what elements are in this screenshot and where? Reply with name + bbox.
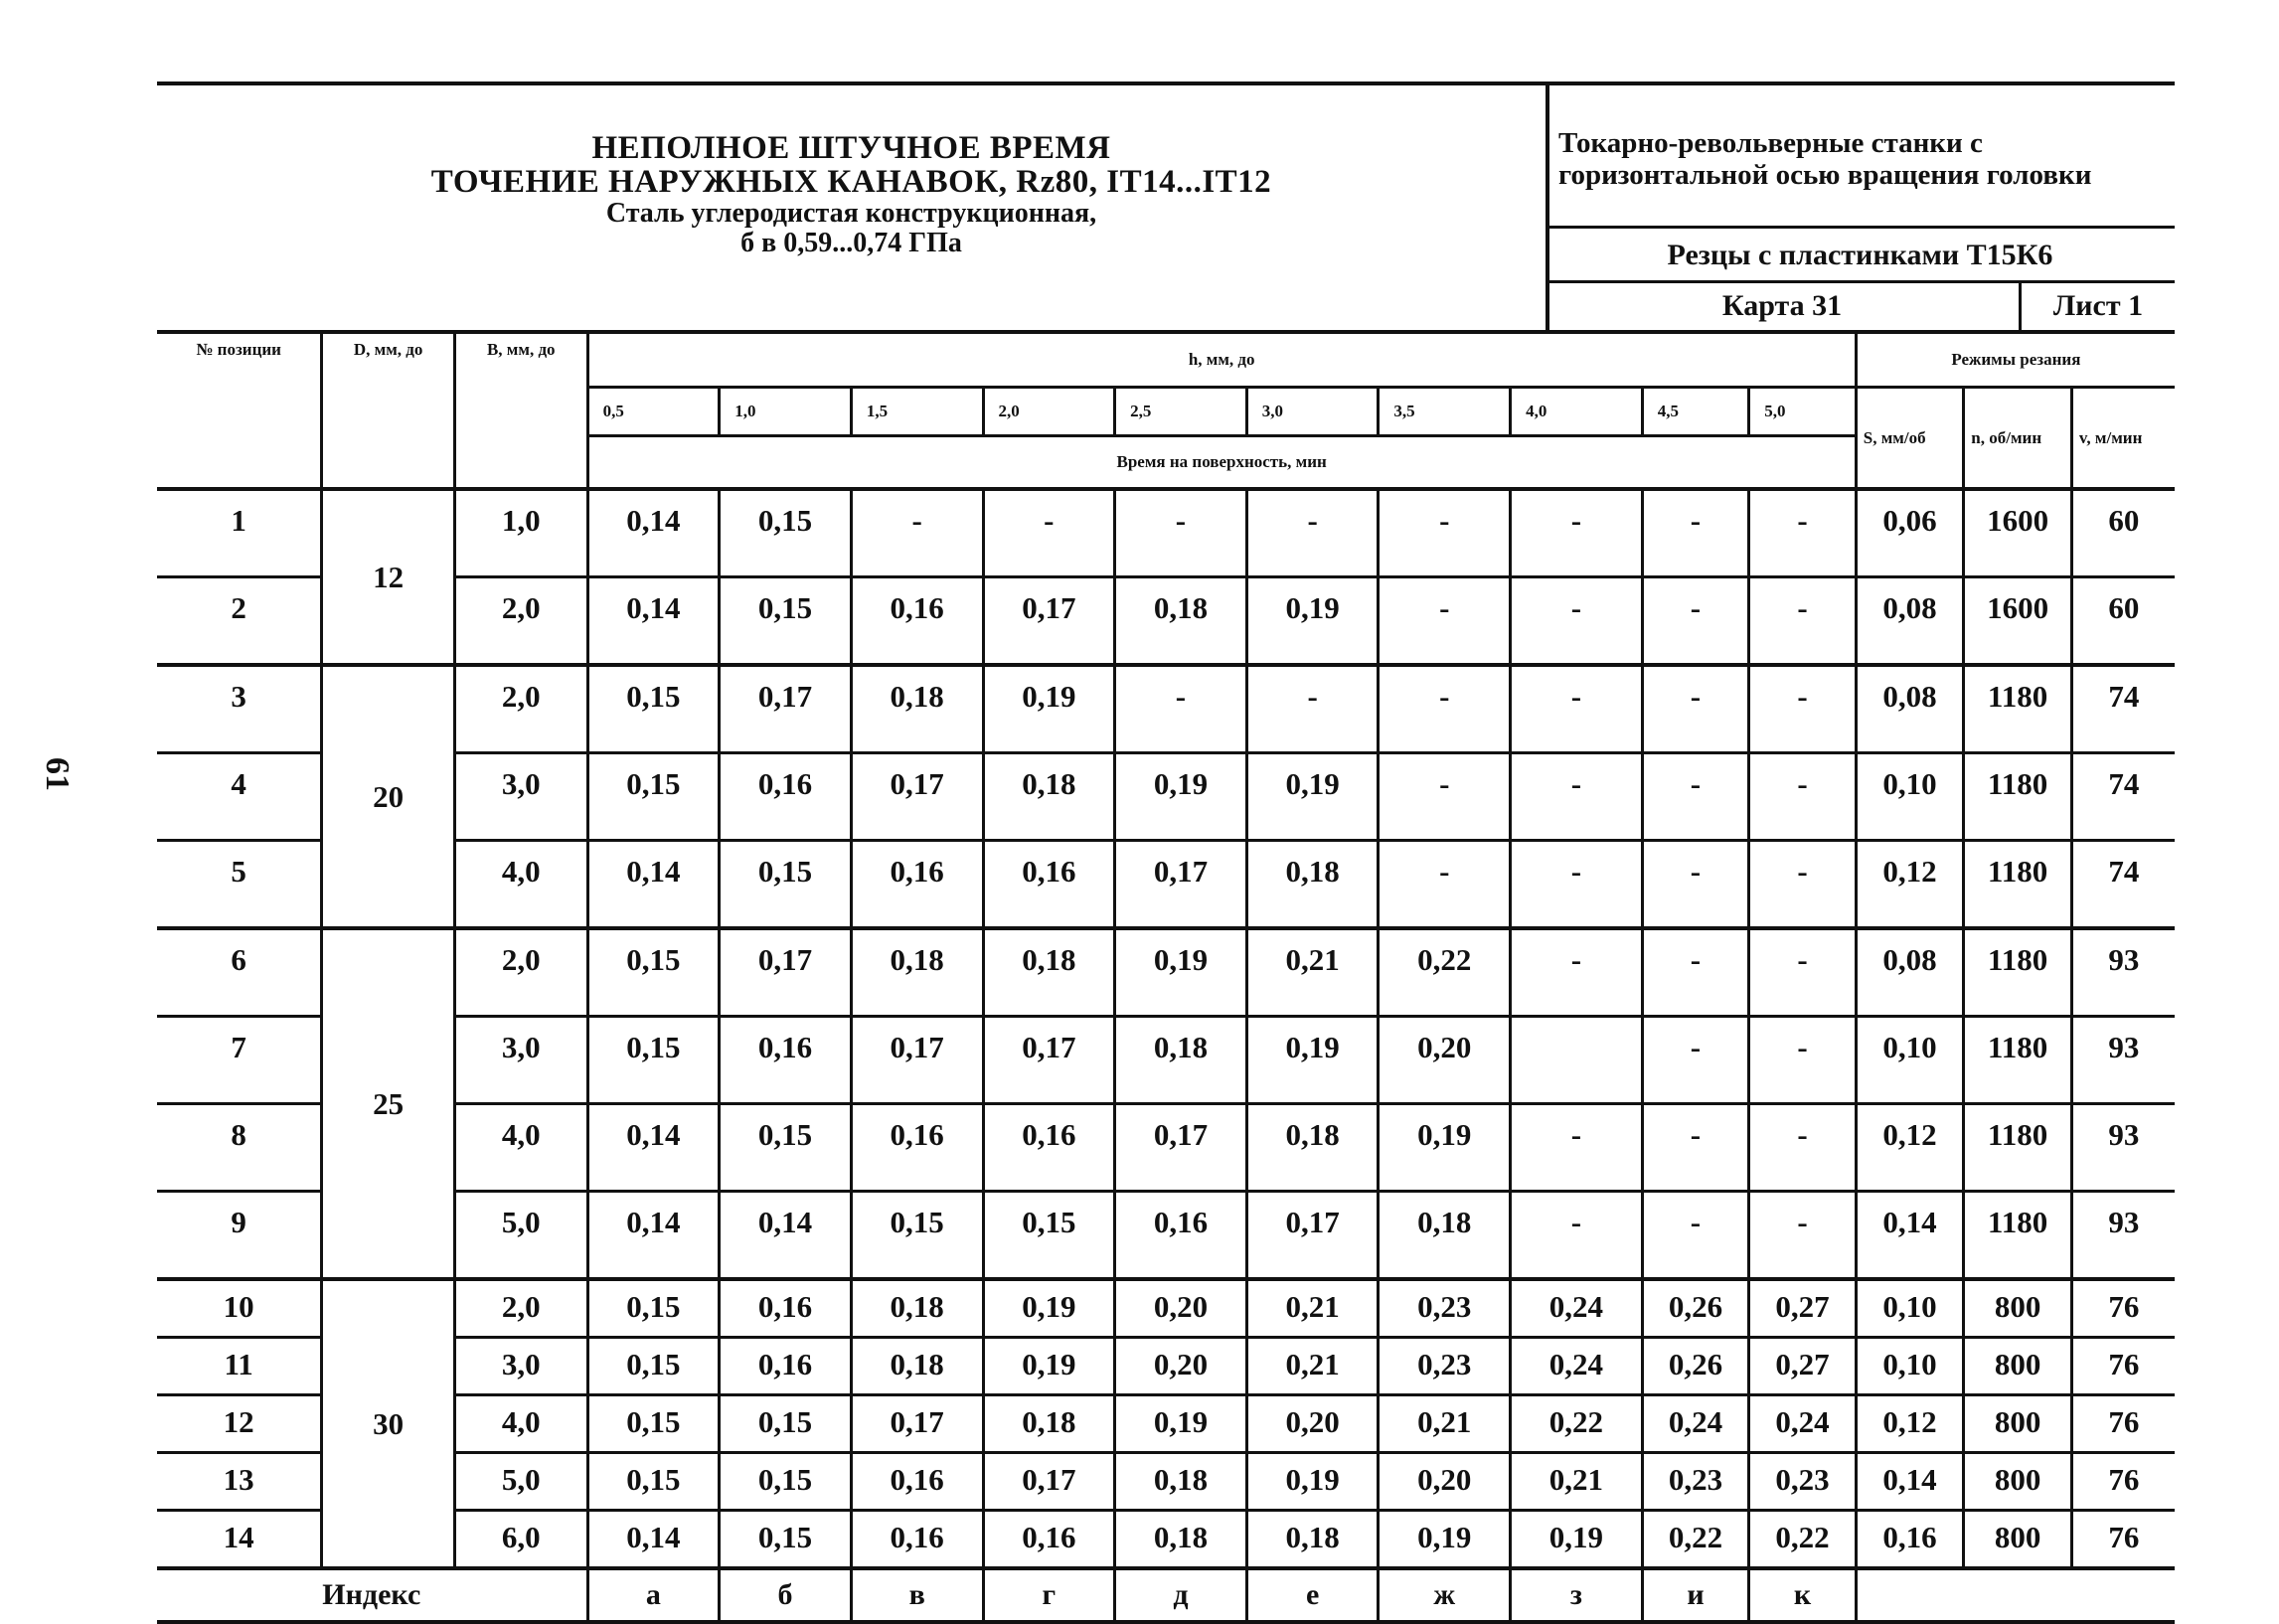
time-cell: 0,14 xyxy=(720,1192,852,1280)
table-row xyxy=(157,753,2175,841)
time-cell: - xyxy=(1749,665,1857,753)
mode-v-cell: 76 xyxy=(2071,1338,2175,1395)
position-cell: 10 xyxy=(157,1279,322,1338)
h-value-header: 2,5 xyxy=(1115,388,1247,436)
table-row xyxy=(157,928,2175,1017)
time-cell: 0,15 xyxy=(720,1104,852,1192)
index-letter: г xyxy=(983,1568,1115,1622)
time-cell: 0,21 xyxy=(1246,928,1379,1017)
time-cell: 0,18 xyxy=(851,928,983,1017)
mode-v-cell: 74 xyxy=(2071,665,2175,753)
time-cell: 0,20 xyxy=(1379,1453,1511,1511)
mode-n-cell: 1180 xyxy=(1964,928,2072,1017)
time-cell: 0,18 xyxy=(1246,1104,1379,1192)
time-cell: 0,18 xyxy=(983,753,1115,841)
mode-s-cell: 0,12 xyxy=(1856,1104,1964,1192)
mode-s-cell: 0,06 xyxy=(1856,489,1964,577)
time-cell: 0,15 xyxy=(587,1279,720,1338)
cutter-type: Резцы с пластинками Т15К6 xyxy=(1667,239,2053,271)
mode-v-cell: 74 xyxy=(2071,841,2175,929)
time-cell: 0,18 xyxy=(1115,1453,1247,1511)
time-cell: 0,17 xyxy=(720,928,852,1017)
position-cell: 9 xyxy=(157,1192,322,1280)
index-letter: з xyxy=(1511,1568,1643,1622)
width-cell: 4,0 xyxy=(454,841,587,929)
position-cell: 14 xyxy=(157,1511,322,1569)
time-cell: 0,14 xyxy=(587,489,720,577)
time-cell: 0,22 xyxy=(1511,1395,1643,1453)
title-line-2: ТОЧЕНИЕ НАРУЖНЫХ КАНАВОК, Rz80, IT14...IT12 xyxy=(430,164,1272,200)
time-cell: 0,17 xyxy=(1115,841,1247,929)
mode-v-cell: 74 xyxy=(2071,753,2175,841)
time-cell: 0,15 xyxy=(720,489,852,577)
index-letter: б xyxy=(720,1568,852,1622)
mode-s-cell: 0,10 xyxy=(1856,1338,1964,1395)
width-cell: 3,0 xyxy=(454,1017,587,1104)
time-cell: 0,21 xyxy=(1246,1338,1379,1395)
page-number: 61 xyxy=(39,757,76,791)
mode-s-cell: 0,14 xyxy=(1856,1453,1964,1511)
table-row xyxy=(157,1104,2175,1192)
time-cell: - xyxy=(1246,489,1379,577)
time-cell: - xyxy=(1642,841,1749,929)
diameter-cell: 25 xyxy=(322,928,455,1279)
time-cell xyxy=(1511,1017,1643,1104)
mode-n-cell: 1180 xyxy=(1964,841,2072,929)
mode-n-cell: 1180 xyxy=(1964,753,2072,841)
time-cell: 0,18 xyxy=(1115,1511,1247,1569)
title-block xyxy=(157,131,1546,258)
title-line-1: НЕПОЛНОЕ ШТУЧНОЕ ВРЕМЯ xyxy=(591,130,1111,166)
time-cell: - xyxy=(1642,489,1749,577)
time-cell: 0,18 xyxy=(851,1338,983,1395)
time-cell: 0,16 xyxy=(720,1017,852,1104)
time-cell: - xyxy=(851,489,983,577)
time-cell: 0,23 xyxy=(1642,1453,1749,1511)
time-cell: 0,16 xyxy=(720,753,852,841)
diameter-cell: 30 xyxy=(322,1279,455,1568)
index-letter: к xyxy=(1749,1568,1857,1622)
time-cell: - xyxy=(1749,1192,1857,1280)
col-b-header: B, мм, до xyxy=(454,332,587,489)
time-cell: - xyxy=(1511,665,1643,753)
time-cell: 0,19 xyxy=(1115,1395,1247,1453)
diameter-cell: 12 xyxy=(322,489,455,665)
time-cell: 0,23 xyxy=(1379,1338,1511,1395)
time-cell: - xyxy=(1642,1017,1749,1104)
time-cell: 0,15 xyxy=(587,753,720,841)
time-cell: - xyxy=(983,489,1115,577)
time-cell: 0,20 xyxy=(1115,1338,1247,1395)
modes-header: Режимы резания xyxy=(1856,332,2175,388)
time-cell: 0,15 xyxy=(720,1453,852,1511)
h-value-header: 0,5 xyxy=(587,388,720,436)
mode-s-cell: 0,12 xyxy=(1856,1395,1964,1453)
time-cell: 0,15 xyxy=(983,1192,1115,1280)
time-cell: - xyxy=(1749,753,1857,841)
time-cell: 0,20 xyxy=(1115,1279,1247,1338)
time-cell: - xyxy=(1511,1104,1643,1192)
position-cell: 13 xyxy=(157,1453,322,1511)
time-cell: - xyxy=(1642,753,1749,841)
time-cell: - xyxy=(1749,1017,1857,1104)
time-cell: - xyxy=(1642,577,1749,666)
time-cell: 0,19 xyxy=(983,665,1115,753)
time-cell: 0,19 xyxy=(1246,577,1379,666)
width-cell: 4,0 xyxy=(454,1104,587,1192)
position-cell: 4 xyxy=(157,753,322,841)
position-cell: 1 xyxy=(157,489,322,577)
time-cell: - xyxy=(1511,1192,1643,1280)
table-row xyxy=(157,665,2175,753)
mode-n-cell: 1600 xyxy=(1964,489,2072,577)
time-cell: 0,16 xyxy=(851,1453,983,1511)
time-cell: 0,19 xyxy=(1379,1104,1511,1192)
mode-v-cell: 93 xyxy=(2071,1104,2175,1192)
time-cell: 0,16 xyxy=(851,1104,983,1192)
time-cell: - xyxy=(1511,841,1643,929)
mode-n-cell: 1600 xyxy=(1964,577,2072,666)
time-cell: 0,18 xyxy=(1115,577,1247,666)
time-cell: 0,18 xyxy=(983,1395,1115,1453)
time-cell: - xyxy=(1749,1104,1857,1192)
position-cell: 8 xyxy=(157,1104,322,1192)
position-cell: 12 xyxy=(157,1395,322,1453)
time-cell: 0,16 xyxy=(851,1511,983,1569)
time-cell: - xyxy=(1511,928,1643,1017)
time-cell: - xyxy=(1246,665,1379,753)
width-cell: 3,0 xyxy=(454,1338,587,1395)
table-row xyxy=(157,1453,2175,1511)
width-cell: 6,0 xyxy=(454,1511,587,1569)
mode-n-header: n, об/мин xyxy=(1964,388,2072,490)
time-cell: 0,18 xyxy=(1115,1017,1247,1104)
time-cell: 0,22 xyxy=(1379,928,1511,1017)
time-cell: 0,15 xyxy=(720,1395,852,1453)
mode-n-cell: 800 xyxy=(1964,1279,2072,1338)
time-cell: 0,19 xyxy=(1115,753,1247,841)
index-letter: и xyxy=(1642,1568,1749,1622)
h-value-header: 5,0 xyxy=(1749,388,1857,436)
time-cell: 0,15 xyxy=(587,928,720,1017)
time-cell: - xyxy=(1379,489,1511,577)
time-cell: 0,21 xyxy=(1379,1395,1511,1453)
time-cell: 0,23 xyxy=(1379,1279,1511,1338)
h-value-header: 4,0 xyxy=(1511,388,1643,436)
mode-s-cell: 0,08 xyxy=(1856,665,1964,753)
mode-n-cell: 800 xyxy=(1964,1453,2072,1511)
time-table xyxy=(157,330,2175,1624)
h-value-header: 1,0 xyxy=(720,388,852,436)
time-cell: 0,17 xyxy=(851,1017,983,1104)
time-cell: 0,15 xyxy=(587,1453,720,1511)
time-cell: 0,16 xyxy=(983,841,1115,929)
mode-s-cell: 0,14 xyxy=(1856,1192,1964,1280)
time-cell: 0,21 xyxy=(1246,1279,1379,1338)
width-cell: 2,0 xyxy=(454,1279,587,1338)
table-row xyxy=(157,1395,2175,1453)
width-cell: 5,0 xyxy=(454,1192,587,1280)
position-cell: 3 xyxy=(157,665,322,753)
sheet-number: Лист 1 xyxy=(2052,289,2144,322)
time-cell: 0,19 xyxy=(1511,1511,1643,1569)
time-cell: - xyxy=(1749,489,1857,577)
table-row xyxy=(157,1338,2175,1395)
time-cell: 0,14 xyxy=(587,577,720,666)
document-header xyxy=(157,81,2175,330)
time-cell: - xyxy=(1749,928,1857,1017)
time-cell: 0,18 xyxy=(1246,841,1379,929)
time-cell: 0,19 xyxy=(983,1338,1115,1395)
time-cell: 0,18 xyxy=(1246,1511,1379,1569)
time-cell: 0,14 xyxy=(587,1511,720,1569)
time-cell: 0,19 xyxy=(983,1279,1115,1338)
time-cell: 0,19 xyxy=(1115,928,1247,1017)
time-cell: - xyxy=(1379,577,1511,666)
time-cell: 0,16 xyxy=(720,1279,852,1338)
time-cell: 0,16 xyxy=(720,1338,852,1395)
mode-v-cell: 60 xyxy=(2071,489,2175,577)
time-cell: 0,27 xyxy=(1749,1338,1857,1395)
time-cell: 0,23 xyxy=(1749,1453,1857,1511)
width-cell: 5,0 xyxy=(454,1453,587,1511)
mode-n-cell: 1180 xyxy=(1964,1192,2072,1280)
time-cell: 0,24 xyxy=(1511,1338,1643,1395)
mode-v-cell: 93 xyxy=(2071,928,2175,1017)
table-row xyxy=(157,841,2175,929)
time-cell: 0,14 xyxy=(587,1192,720,1280)
index-letter: в xyxy=(851,1568,983,1622)
table-row xyxy=(157,577,2175,666)
time-cell: 0,22 xyxy=(1642,1511,1749,1569)
mode-v-cell: 93 xyxy=(2071,1017,2175,1104)
mode-v-cell: 76 xyxy=(2071,1279,2175,1338)
time-cell: 0,20 xyxy=(1379,1017,1511,1104)
mode-s-cell: 0,08 xyxy=(1856,928,1964,1017)
mode-v-cell: 93 xyxy=(2071,1192,2175,1280)
time-cell: - xyxy=(1115,489,1247,577)
col-h-header: h, мм, до xyxy=(587,332,1856,388)
time-cell: 0,18 xyxy=(851,665,983,753)
width-cell: 3,0 xyxy=(454,753,587,841)
table-row xyxy=(157,1279,2175,1338)
width-cell: 2,0 xyxy=(454,665,587,753)
time-cell: 0,15 xyxy=(720,841,852,929)
h-value-header: 3,5 xyxy=(1379,388,1511,436)
mode-n-cell: 1180 xyxy=(1964,665,2072,753)
time-cell: 0,19 xyxy=(1246,753,1379,841)
mode-v-cell: 60 xyxy=(2071,577,2175,666)
mode-n-cell: 1180 xyxy=(1964,1017,2072,1104)
mode-n-cell: 800 xyxy=(1964,1338,2072,1395)
time-cell: 0,16 xyxy=(983,1511,1115,1569)
time-cell: 0,19 xyxy=(1246,1453,1379,1511)
time-cell: - xyxy=(1511,489,1643,577)
mode-s-cell: 0,10 xyxy=(1856,753,1964,841)
table-row xyxy=(157,1192,2175,1280)
time-cell: 0,17 xyxy=(851,753,983,841)
mode-n-cell: 800 xyxy=(1964,1511,2072,1569)
time-cell: 0,15 xyxy=(587,1395,720,1453)
time-cell: 0,17 xyxy=(720,665,852,753)
time-cell: 0,15 xyxy=(587,665,720,753)
width-cell: 1,0 xyxy=(454,489,587,577)
mode-v-cell: 76 xyxy=(2071,1511,2175,1569)
time-cell: - xyxy=(1642,1192,1749,1280)
top-rule xyxy=(157,81,2175,85)
title-line-4: б в 0,59...0,74 ГПа xyxy=(740,228,962,258)
time-cell: - xyxy=(1749,577,1857,666)
time-cell: - xyxy=(1379,753,1511,841)
index-letter: ж xyxy=(1379,1568,1511,1622)
time-cell: 0,15 xyxy=(851,1192,983,1280)
position-cell: 5 xyxy=(157,841,322,929)
time-cell: 0,19 xyxy=(1246,1017,1379,1104)
time-cell: 0,15 xyxy=(587,1338,720,1395)
time-cell: 0,16 xyxy=(851,841,983,929)
time-cell: - xyxy=(1115,665,1247,753)
mode-s-cell: 0,10 xyxy=(1856,1279,1964,1338)
time-cell: 0,19 xyxy=(1379,1511,1511,1569)
col-d-header: D, мм, до xyxy=(322,332,455,489)
time-cell: 0,26 xyxy=(1642,1338,1749,1395)
time-cell: 0,24 xyxy=(1642,1395,1749,1453)
time-cell: - xyxy=(1511,753,1643,841)
h-value-header: 1,5 xyxy=(851,388,983,436)
title-line-3: Сталь углеродистая конструкционная, xyxy=(605,198,1097,229)
table-row xyxy=(157,1511,2175,1569)
time-label: Время на поверхность, мин xyxy=(587,436,1856,490)
time-cell: 0,22 xyxy=(1749,1511,1857,1569)
h-value-header: 2,0 xyxy=(983,388,1115,436)
index-letter: е xyxy=(1246,1568,1379,1622)
h-value-header: 3,0 xyxy=(1246,388,1379,436)
time-cell: 0,15 xyxy=(587,1017,720,1104)
time-cell: - xyxy=(1642,665,1749,753)
time-cell: 0,24 xyxy=(1749,1395,1857,1453)
time-cell: - xyxy=(1749,841,1857,929)
time-cell: 0,16 xyxy=(851,577,983,666)
h-value-header: 4,5 xyxy=(1642,388,1749,436)
time-cell: - xyxy=(1379,665,1511,753)
time-cell: 0,20 xyxy=(1246,1395,1379,1453)
table-row xyxy=(157,489,2175,577)
time-cell: 0,17 xyxy=(983,1017,1115,1104)
time-cell: 0,17 xyxy=(1115,1104,1247,1192)
mode-s-cell: 0,16 xyxy=(1856,1511,1964,1569)
mode-v-header: v, м/мин xyxy=(2071,388,2175,490)
diameter-cell: 20 xyxy=(322,665,455,928)
time-cell: 0,17 xyxy=(983,1453,1115,1511)
time-cell: 0,17 xyxy=(851,1395,983,1453)
index-empty xyxy=(1856,1568,2175,1622)
card-number: Карта 31 xyxy=(1721,289,1843,322)
time-cell: 0,21 xyxy=(1511,1453,1643,1511)
position-cell: 11 xyxy=(157,1338,322,1395)
header-rule-1 xyxy=(1546,226,2175,229)
index-letter: а xyxy=(587,1568,720,1622)
mode-s-cell: 0,10 xyxy=(1856,1017,1964,1104)
position-cell: 2 xyxy=(157,577,322,666)
position-cell: 7 xyxy=(157,1017,322,1104)
time-cell: 0,17 xyxy=(1246,1192,1379,1280)
time-cell: 0,15 xyxy=(720,1511,852,1569)
time-cell: - xyxy=(1379,841,1511,929)
mode-v-cell: 76 xyxy=(2071,1395,2175,1453)
width-cell: 2,0 xyxy=(454,577,587,666)
mode-v-cell: 76 xyxy=(2071,1453,2175,1511)
time-cell: - xyxy=(1642,1104,1749,1192)
width-cell: 2,0 xyxy=(454,928,587,1017)
time-cell: 0,27 xyxy=(1749,1279,1857,1338)
time-cell: 0,15 xyxy=(720,577,852,666)
col-position-header: № позиции xyxy=(157,332,322,489)
time-cell: 0,17 xyxy=(983,577,1115,666)
time-cell: - xyxy=(1642,928,1749,1017)
mode-s-cell: 0,08 xyxy=(1856,577,1964,666)
time-cell: - xyxy=(1511,577,1643,666)
time-cell: 0,18 xyxy=(851,1279,983,1338)
position-cell: 6 xyxy=(157,928,322,1017)
time-cell: 0,16 xyxy=(983,1104,1115,1192)
table-row xyxy=(157,1017,2175,1104)
time-cell: 0,14 xyxy=(587,841,720,929)
time-cell: 0,24 xyxy=(1511,1279,1643,1338)
index-label: Индекс xyxy=(157,1568,587,1622)
mode-s-cell: 0,12 xyxy=(1856,841,1964,929)
width-cell: 4,0 xyxy=(454,1395,587,1453)
mode-n-cell: 1180 xyxy=(1964,1104,2072,1192)
mode-n-cell: 800 xyxy=(1964,1395,2072,1453)
time-cell: 0,18 xyxy=(1379,1192,1511,1280)
mode-s-header: S, мм/об xyxy=(1856,388,1964,490)
index-letter: д xyxy=(1115,1568,1247,1622)
time-cell: 0,18 xyxy=(983,928,1115,1017)
time-cell: 0,14 xyxy=(587,1104,720,1192)
machine-type: Токарно-револьверные станки с горизонтальной осью вращения головки xyxy=(1558,127,2092,191)
time-cell: 0,16 xyxy=(1115,1192,1247,1280)
time-cell: 0,26 xyxy=(1642,1279,1749,1338)
